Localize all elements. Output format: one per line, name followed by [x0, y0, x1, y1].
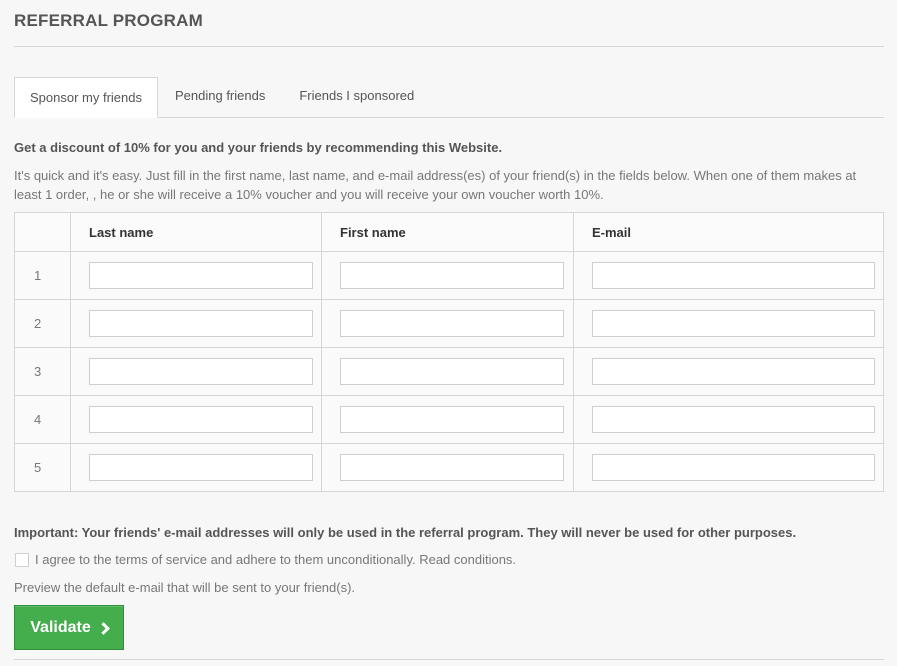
last-name-input[interactable]	[89, 262, 313, 289]
row-number: 2	[15, 300, 71, 348]
agree-terms-row	[14, 552, 883, 567]
first-name-input[interactable]	[340, 406, 564, 433]
email-input[interactable]	[592, 454, 875, 481]
bottom-divider	[14, 659, 884, 660]
preview-email-link[interactable]: Preview the default e-mail that will be sent to your friend(s).	[14, 580, 356, 595]
email-input[interactable]	[592, 358, 875, 385]
tab-pending-friends[interactable]: Pending friends	[175, 88, 266, 103]
row-number: 3	[15, 348, 71, 396]
intro-text: Get a discount of 10% for you and your friends by recommending this Website.	[14, 140, 503, 155]
column-header-number	[15, 213, 71, 252]
tab-bar	[14, 77, 884, 118]
tab-sponsor-my-friends[interactable]: Sponsor my friends	[14, 77, 158, 118]
table-row	[15, 300, 884, 348]
column-header-first-name: First name	[322, 213, 574, 252]
column-header-last-name: Last name	[71, 213, 322, 252]
description-text: It's quick and it's easy. Just fill in the first name, last name, and e-mail address(es) of your friend(s) in the fields below. When one of them makes at least 1 order, , he or she will receive a 10% voucher and you will receive your own voucher worth 10%.	[14, 168, 857, 202]
validate-button-label: Validate	[30, 618, 91, 636]
first-name-input[interactable]	[340, 454, 564, 481]
last-name-input[interactable]	[89, 358, 313, 385]
row-number: 5	[15, 444, 71, 492]
table-row	[15, 252, 884, 300]
agree-label[interactable]: I agree to the terms of service and adhere to them unconditionally. Read conditions.	[35, 552, 517, 567]
first-name-input[interactable]	[340, 310, 564, 337]
page-title: REFERRAL PROGRAM	[14, 0, 884, 47]
validate-button[interactable]	[14, 605, 124, 650]
email-input[interactable]	[592, 262, 875, 289]
table-header-row	[15, 213, 884, 252]
last-name-input[interactable]	[89, 310, 313, 337]
chevron-right-icon	[97, 622, 110, 635]
table-row	[15, 444, 884, 492]
important-notice: Important: Your friends' e-mail addresses will only be used in the referral program. They will never be used for other purposes.	[14, 525, 797, 540]
table-row	[15, 348, 884, 396]
agree-checkbox[interactable]	[15, 553, 29, 567]
first-name-input[interactable]	[340, 358, 564, 385]
first-name-input[interactable]	[340, 262, 564, 289]
table-row	[15, 396, 884, 444]
tab-friends-i-sponsored[interactable]: Friends I sponsored	[299, 88, 415, 103]
friends-table	[14, 212, 884, 492]
column-header-email: E-mail	[574, 213, 884, 252]
row-number: 1	[15, 252, 71, 300]
email-input[interactable]	[592, 310, 875, 337]
row-number: 4	[15, 396, 71, 444]
email-input[interactable]	[592, 406, 875, 433]
last-name-input[interactable]	[89, 454, 313, 481]
last-name-input[interactable]	[89, 406, 313, 433]
